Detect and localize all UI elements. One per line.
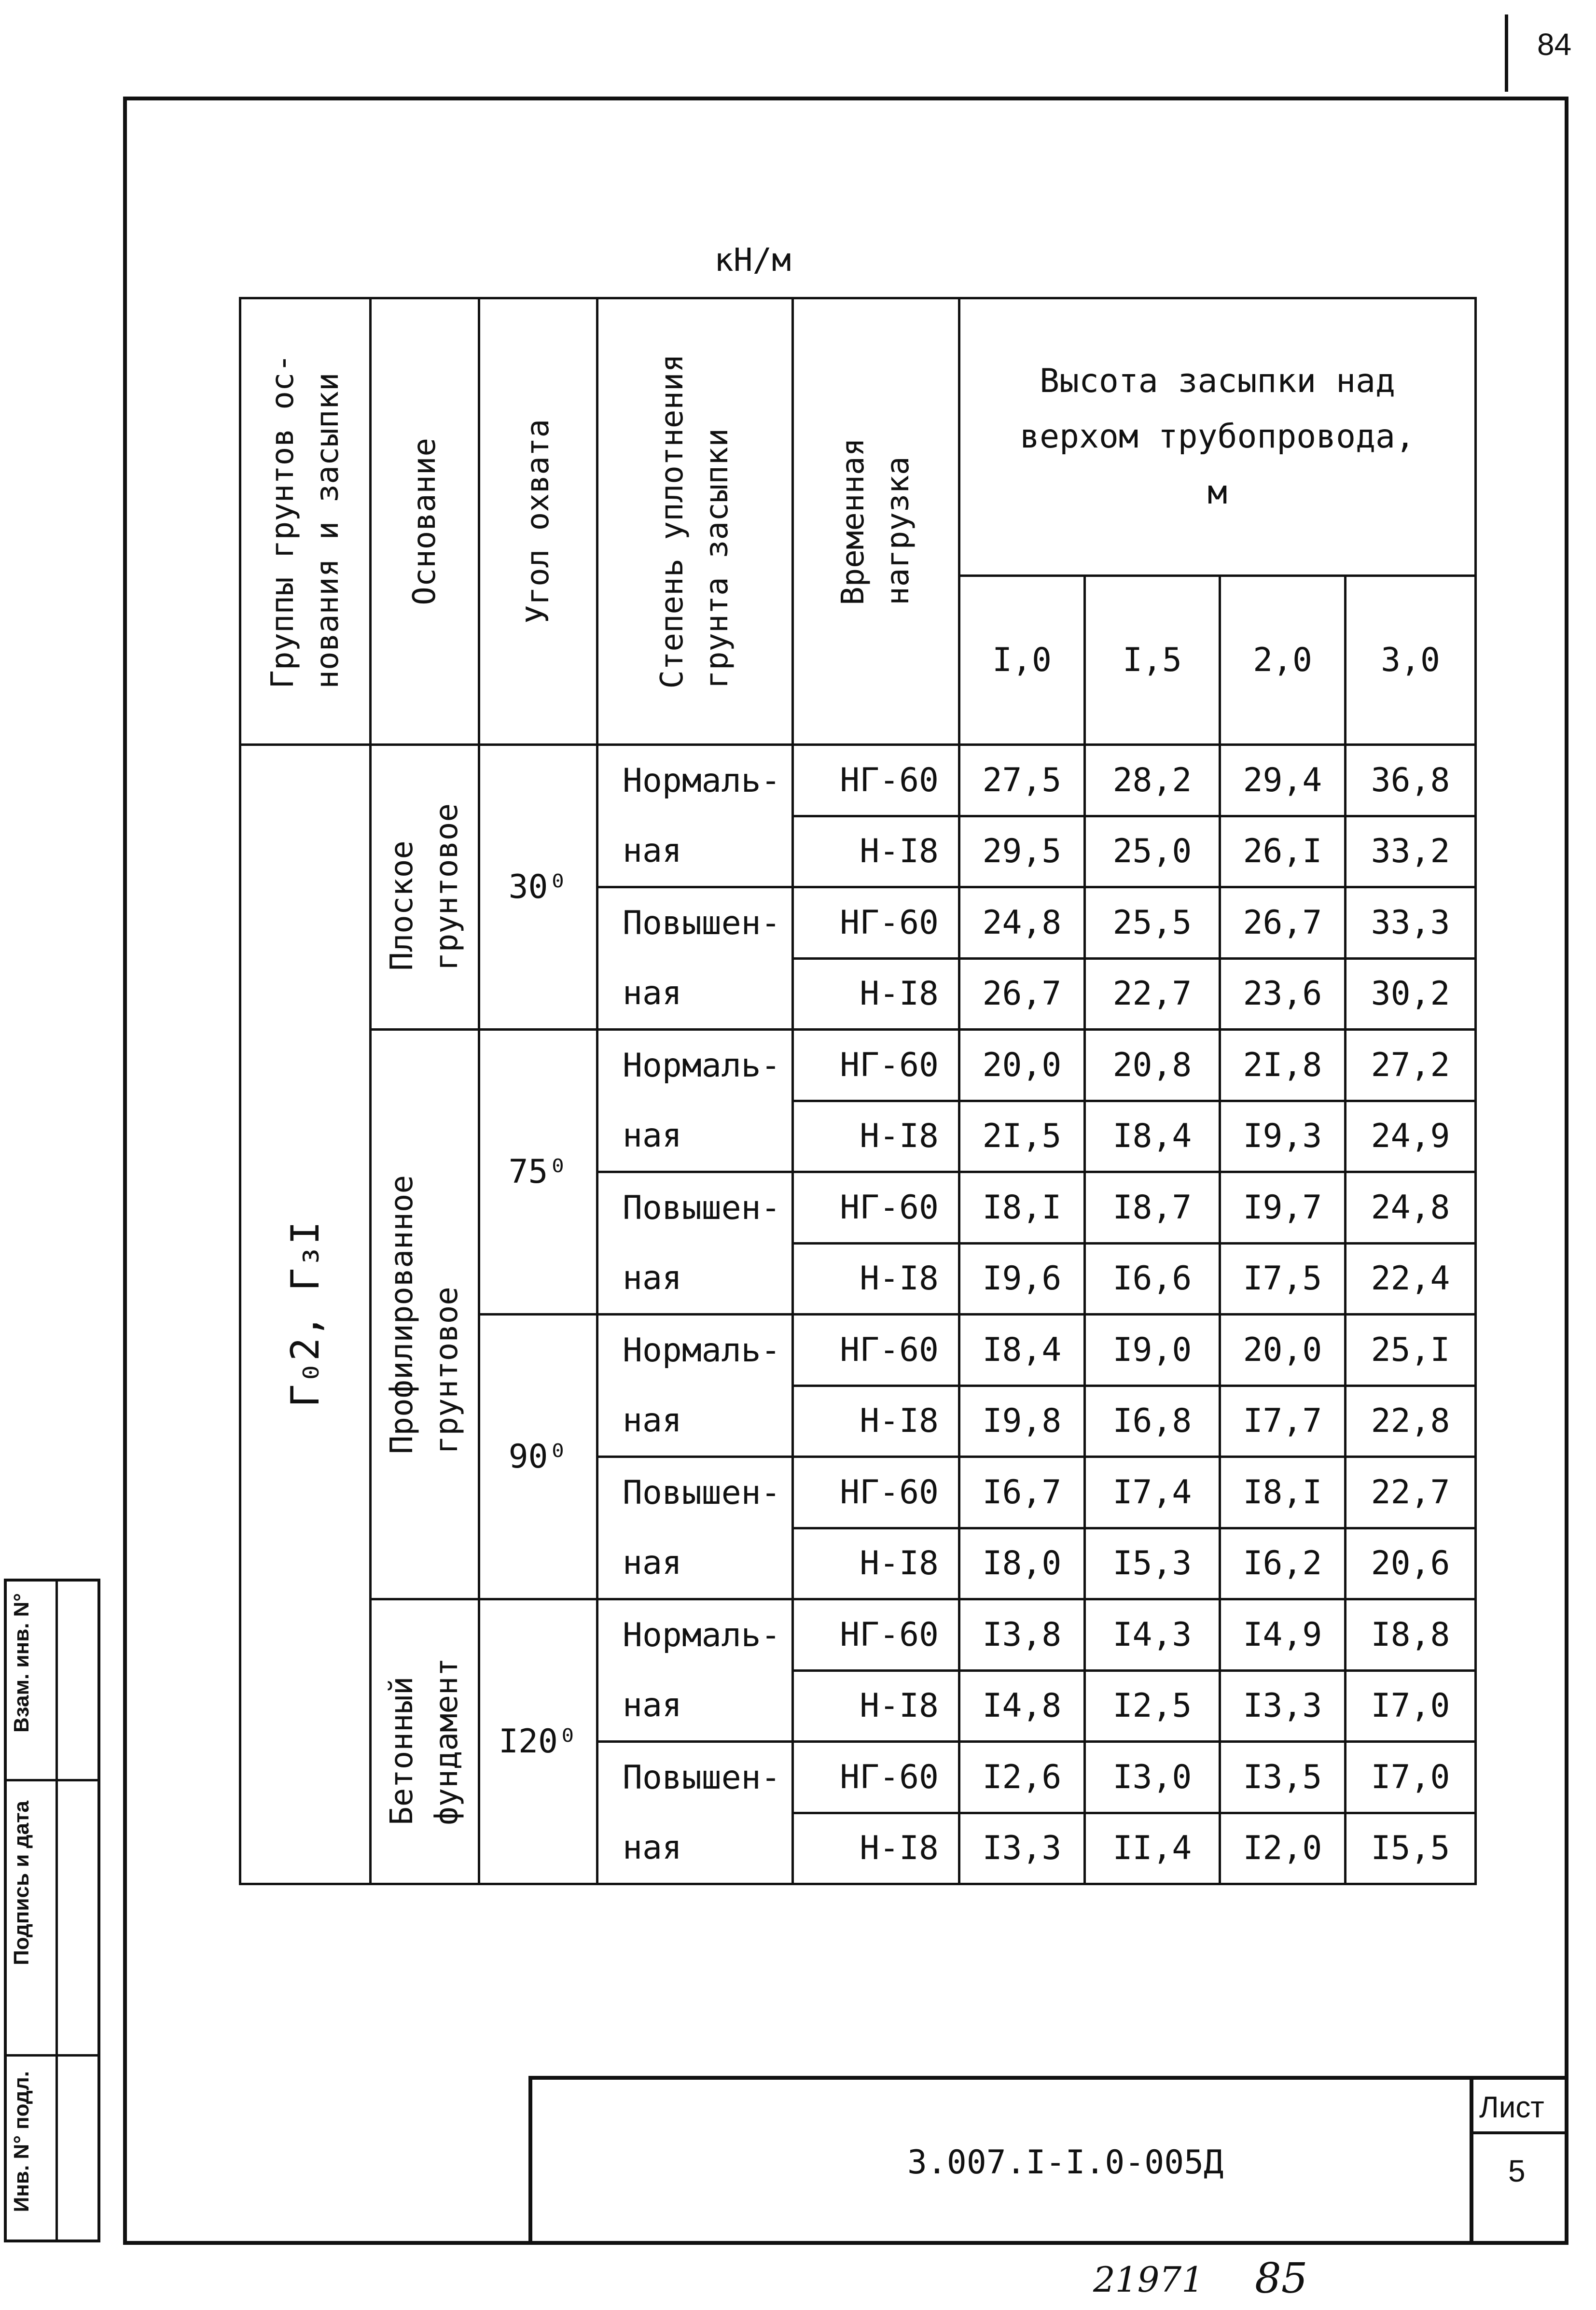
value-cell: 27,5 [959,745,1085,816]
value-cell: I7,0 [1346,1742,1476,1813]
value-cell: I8,0 [959,1528,1085,1599]
value-cell: 26,7 [1220,887,1346,959]
header-height-4: 3,0 [1346,576,1476,745]
compaction-cell: Повышен- ная [597,1457,793,1599]
load-cell: Н-I8 [793,1528,959,1599]
header-row [240,298,1476,576]
load-cell: НГ-60 [793,1030,959,1101]
value-cell: I4,3 [1085,1599,1220,1671]
value-cell: I3,8 [959,1599,1085,1671]
load-cell: Н-I8 [793,1243,959,1315]
value-cell: 26,7 [959,958,1085,1030]
side-stamp-podpis: Подпись и дата [10,1801,33,1965]
load-cell: НГ-60 [793,745,959,816]
value-cell: I6,2 [1220,1528,1346,1599]
header-base: Основание [371,298,479,745]
handwritten-page: 85 [1255,2254,1308,2303]
value-cell: 24,8 [959,887,1085,959]
value-cell: 30,2 [1346,958,1476,1030]
value-cell: I6,8 [1085,1386,1220,1457]
load-cell: НГ-60 [793,1172,959,1244]
compaction-cell: Повышен- ная [597,1742,793,1884]
value-cell: I2,6 [959,1742,1085,1813]
load-table [239,297,1477,1885]
value-cell: I4,8 [959,1670,1085,1742]
compaction-cell: Нормаль- ная [597,1599,793,1742]
table-row [240,1030,1476,1101]
value-cell: 22,4 [1346,1243,1476,1315]
value-cell: 2I,5 [959,1101,1085,1172]
value-cell: 23,6 [1220,958,1346,1030]
value-cell: I9,0 [1085,1315,1220,1386]
header-load: Временная нагрузка [793,298,959,745]
value-cell: I8,4 [959,1315,1085,1386]
value-cell: I7,7 [1220,1386,1346,1457]
value-cell: I3,3 [1220,1670,1346,1742]
value-cell: 29,5 [959,816,1085,887]
value-cell: 22,8 [1346,1386,1476,1457]
header-height: Высота засыпки над верхом трубопровода, м [959,298,1476,576]
value-cell: I3,3 [959,1813,1085,1884]
load-cell: НГ-60 [793,1457,959,1528]
angle-cell: I20⁰ [479,1599,597,1884]
sheet-cell-divider [1470,2131,1568,2134]
compaction-cell: Нормаль- ная [597,1315,793,1457]
value-cell: I8,I [959,1172,1085,1244]
base-concrete-cell: Бетонный фундамент [371,1599,479,1884]
value-cell: I7,5 [1220,1243,1346,1315]
base-profiled-cell: Профилированное грунтовое [371,1030,479,1599]
value-cell: I4,9 [1220,1599,1346,1671]
table-row [240,1599,1476,1671]
value-cell: 25,5 [1085,887,1220,959]
value-cell: 25,0 [1085,816,1220,887]
value-cell: 29,4 [1220,745,1346,816]
value-cell: I9,8 [959,1386,1085,1457]
handwritten-number: 21971 [1093,2259,1204,2300]
value-cell: I8,8 [1346,1599,1476,1671]
angle-cell: 75⁰ [479,1030,597,1315]
value-cell: II,4 [1085,1813,1220,1884]
compaction-cell: Повышен- ная [597,1172,793,1315]
value-cell: I6,7 [959,1457,1085,1528]
side-stamp-strip [0,1579,104,2245]
group-cell: Г₀2, Г₃I [240,745,371,1884]
load-cell: Н-I8 [793,1386,959,1457]
value-cell: I8,I [1220,1457,1346,1528]
value-cell: I2,5 [1085,1670,1220,1742]
page-number: 84 [1537,27,1572,62]
load-cell: Н-I8 [793,1670,959,1742]
value-cell: I2,0 [1220,1813,1346,1884]
value-cell: 24,9 [1346,1101,1476,1172]
top-border-tick [1505,14,1508,92]
value-cell: I7,0 [1346,1670,1476,1742]
value-cell: I8,4 [1085,1101,1220,1172]
compaction-cell: Повышен- ная [597,887,793,1030]
value-cell: 2I,8 [1220,1030,1346,1101]
side-stamp-divider [4,2054,100,2057]
value-cell: 36,8 [1346,745,1476,816]
header-height-2: I,5 [1085,576,1220,745]
value-cell: 26,I [1220,816,1346,887]
load-cell: Н-I8 [793,1813,959,1884]
compaction-cell: Нормаль- ная [597,745,793,887]
side-stamp-divider [56,1579,58,2242]
value-cell: 20,8 [1085,1030,1220,1101]
value-cell: I8,7 [1085,1172,1220,1244]
value-cell: I9,7 [1220,1172,1346,1244]
header-height-1: I,0 [959,576,1085,745]
load-cell: Н-I8 [793,1101,959,1172]
side-stamp-vzam: Взам. инв. N° [10,1593,33,1733]
load-cell: НГ-60 [793,1599,959,1671]
angle-cell: 90⁰ [479,1315,597,1599]
unit-label: кН/м [714,241,791,279]
side-stamp-inv: Инв. N° подл. [10,2071,33,2212]
load-cell: НГ-60 [793,1742,959,1813]
load-cell: НГ-60 [793,1315,959,1386]
sheet-label: Лист [1479,2091,1544,2124]
header-compaction: Степень уплотнения грунта засыпки [597,298,793,745]
header-groups: Группы грунтов ос- нования и засыпки [240,298,371,745]
value-cell: 20,6 [1346,1528,1476,1599]
value-cell: I9,6 [959,1243,1085,1315]
load-cell: Н-I8 [793,816,959,887]
value-cell: 33,2 [1346,816,1476,887]
value-cell: 20,0 [959,1030,1085,1101]
table-row [240,745,1476,816]
value-cell: 20,0 [1220,1315,1346,1386]
value-cell: 25,I [1346,1315,1476,1386]
value-cell: 33,3 [1346,887,1476,959]
value-cell: 28,2 [1085,745,1220,816]
value-cell: 22,7 [1346,1457,1476,1528]
value-cell: I5,5 [1346,1813,1476,1884]
value-cell: I3,0 [1085,1742,1220,1813]
value-cell: 27,2 [1346,1030,1476,1101]
angle-cell: 30⁰ [479,745,597,1030]
header-height-3: 2,0 [1220,576,1346,745]
header-angle: Угол охвата [479,298,597,745]
value-cell: I9,3 [1220,1101,1346,1172]
document-code: 3.007.I-I.0-005Д [907,2143,1224,2182]
sheet-number: 5 [1508,2154,1526,2188]
base-flat-cell: Плоское грунтовое [371,745,479,1030]
value-cell: I3,5 [1220,1742,1346,1813]
side-stamp-divider [4,1779,100,1781]
value-cell: 22,7 [1085,958,1220,1030]
compaction-cell: Нормаль- ная [597,1030,793,1172]
value-cell: I6,6 [1085,1243,1220,1315]
load-cell: Н-I8 [793,958,959,1030]
value-cell: I7,4 [1085,1457,1220,1528]
load-cell: НГ-60 [793,887,959,959]
value-cell: 24,8 [1346,1172,1476,1244]
value-cell: I5,3 [1085,1528,1220,1599]
